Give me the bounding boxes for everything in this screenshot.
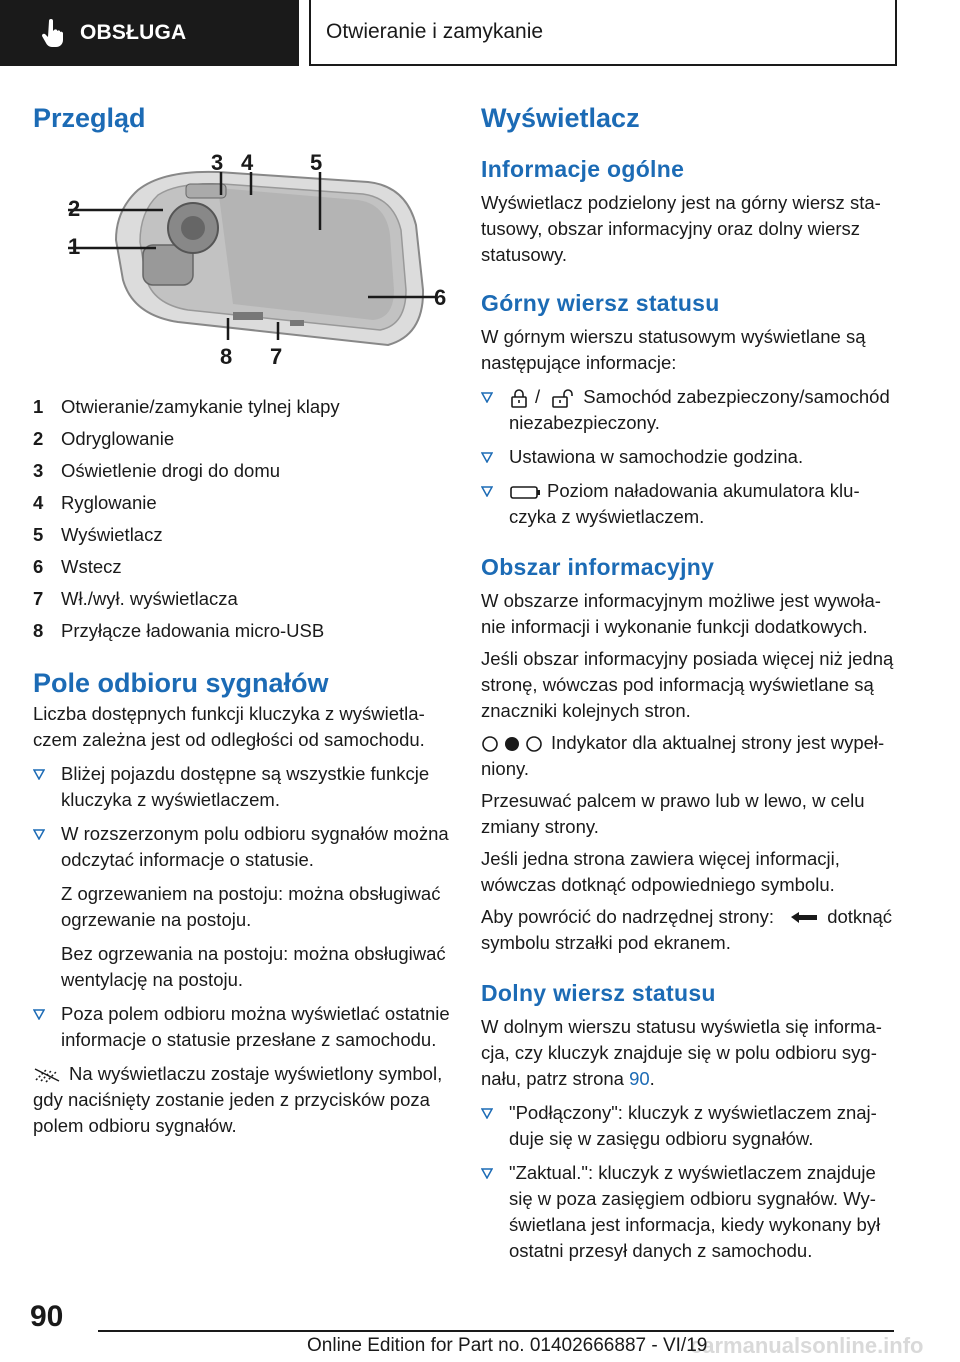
bottom-status-text: W dolnym wierszu statusu wyświetla się informacja, czy kluczyk znajduje się w polu odbioru sygnału, patrz strona 90.	[481, 1016, 882, 1089]
callout-4: 4	[241, 150, 254, 175]
legend-item: 1 Otwieranie/zamykanie tylnej klapy	[33, 396, 340, 417]
display-key-figure	[68, 150, 448, 375]
info-paragraph: Indykator dla aktualnej strony jest wypełniony.	[481, 732, 885, 779]
hand-pointer-icon	[38, 18, 68, 48]
callout-7: 7	[270, 344, 283, 369]
legend-item: 3 Oświetlenie drogi do domu	[33, 460, 281, 481]
section-label: OBSŁUGA	[80, 21, 187, 44]
callout-1: 1	[68, 234, 81, 259]
callout-8: 8	[220, 344, 233, 369]
list-item: / Samochód zabezpieczony/samochód niezabezpieczony.	[481, 384, 896, 436]
info-paragraph: Przesuwać palcem w prawo lub w lewo, w celu zmiany strony.	[481, 790, 865, 837]
bottom-status-heading: Dolny wiersz statusu	[481, 980, 716, 1006]
top-status-text: W górnym wierszu statusowym wyświetlane są następujące informacje:	[481, 326, 866, 373]
callout-6: 6	[434, 285, 447, 310]
list-item: "Podłączony": kluczyk z wyświetlaczem znajduje się w zasięgu odbioru sygnałów.	[481, 1100, 896, 1152]
lock-open-icon	[551, 388, 577, 408]
page-number: 90	[30, 1300, 64, 1333]
legend-item: 5 Wyświetlacz	[33, 524, 163, 545]
page-link[interactable]: 90	[629, 1068, 650, 1089]
page-indicator-dots-icon	[481, 734, 545, 754]
footer-divider	[98, 1330, 894, 1332]
callout-5: 5	[310, 150, 323, 175]
general-text: Wyświetlacz podzielony jest na górny wiersz statusowy, obszar informacyjny oraz dolny wiersz statusowy.	[481, 192, 881, 265]
overview-heading: Przegląd	[33, 103, 146, 133]
sub-paragraph: Bez ogrzewania na postoju: można obsługiwać wentylację na postoju.	[61, 943, 446, 990]
list-item: Bliżej pojazdu dostępne są wszystkie funkcje kluczyka z wyświetlaczem.	[33, 761, 451, 813]
no-signal-icon	[33, 1067, 63, 1083]
legend-item: 6 Wstecz	[33, 556, 122, 577]
range-intro: Liczba dostępnych funkcji kluczyka z wyświetlaczem zależna jest od odległości od samochodu.	[33, 703, 425, 750]
signal-note: Na wyświetlaczu zostaje wyświetlony symbol, gdy naciśnięty zostanie jeden z przycisków poza polem odbioru sygnałów.	[33, 1063, 443, 1136]
list-item: W rozszerzonym polu odbioru sygnałów można odczytać informacje o statusie. Z ogrzewaniem na postoju: można obsługiwać ogrzewanie na postoju. Bez ogrzewania na postoju: można obsługiwać wentylację na postoju.	[33, 821, 451, 993]
legend-item: 2 Odryglowanie	[33, 428, 175, 449]
chapter-title: Otwieranie i zamykanie	[326, 20, 544, 43]
list-item: "Zaktual.": kluczyk z wyświetlaczem znajduje się w poza zasięgiem odbioru sygnałów. Wyświetlana jest informacja, kiedy wykonany był ostatni przesył danych z samochodu.	[481, 1160, 896, 1264]
triangle-bullet-icon	[481, 1168, 493, 1179]
callout-3: 3	[211, 150, 224, 175]
triangle-bullet-icon	[33, 829, 45, 840]
right-column	[481, 100, 896, 1264]
triangle-bullet-icon	[481, 1108, 493, 1119]
back-arrow-icon	[787, 909, 821, 927]
info-paragraph: Aby powrócić do nadrzędnej strony: dotknąć symbolu strzałki pod ekranem.	[481, 906, 893, 953]
battery-icon	[509, 484, 541, 500]
edition-text: Online Edition for Part no. 01402666887 - VI/19	[307, 1335, 708, 1356]
triangle-bullet-icon	[33, 1009, 45, 1020]
range-heading: Pole odbioru sygnałów	[33, 668, 329, 698]
sub-paragraph: Z ogrzewaniem na postoju: można obsługiwać ogrzewanie na postoju.	[61, 883, 441, 930]
triangle-bullet-icon	[481, 392, 493, 403]
bottom-status-bullets	[481, 1100, 896, 1264]
top-status-heading: Górny wiersz statusu	[481, 290, 720, 316]
range-bullets	[33, 761, 451, 1053]
info-paragraph: Jeśli obszar informacyjny posiada więcej niż jedną stronę, wówczas pod informacją wyświetlane są znaczniki kolejnych stron.	[481, 648, 894, 721]
legend-item: 8 Przyłącze ładowania micro-USB	[33, 620, 325, 641]
triangle-bullet-icon	[33, 769, 45, 780]
section-tab	[0, 0, 299, 66]
display-heading: Wyświetlacz	[481, 103, 640, 133]
list-item: Poza polem odbioru można wyświetlać ostatnie informacje o statusie przesłane z samochodu.	[33, 1001, 451, 1053]
info-paragraph: W obszarze informacyjnym możliwe jest wywołanie informacji i wykonanie funkcji dodatkowych.	[481, 590, 881, 637]
triangle-bullet-icon	[481, 452, 493, 463]
general-heading: Informacje ogólne	[481, 156, 685, 182]
list-item: Poziom naładowania akumulatora kluczyka z wyświetlaczem.	[481, 478, 896, 530]
key-illustration	[68, 150, 448, 375]
lock-closed-icon	[509, 388, 529, 408]
left-column	[33, 100, 451, 1139]
info-paragraph: Jeśli jedna strona zawiera więcej informacji, wówczas dotknąć odpowiedniego symbolu.	[481, 848, 840, 895]
callout-2: 2	[68, 196, 81, 221]
info-area-heading: Obszar informacyjny	[481, 554, 715, 580]
legend-item: 7 Wł./wył. wyświetlacza	[33, 588, 238, 609]
list-item: Ustawiona w samochodzie godzina.	[481, 444, 896, 470]
top-status-bullets	[481, 384, 896, 530]
chapter-title-box	[309, 0, 897, 66]
legend-list	[33, 391, 451, 647]
page-header	[0, 0, 960, 66]
triangle-bullet-icon	[481, 486, 493, 497]
watermark: carmanualsonline.info	[690, 1333, 924, 1358]
legend-item: 4 Ryglowanie	[33, 492, 157, 513]
